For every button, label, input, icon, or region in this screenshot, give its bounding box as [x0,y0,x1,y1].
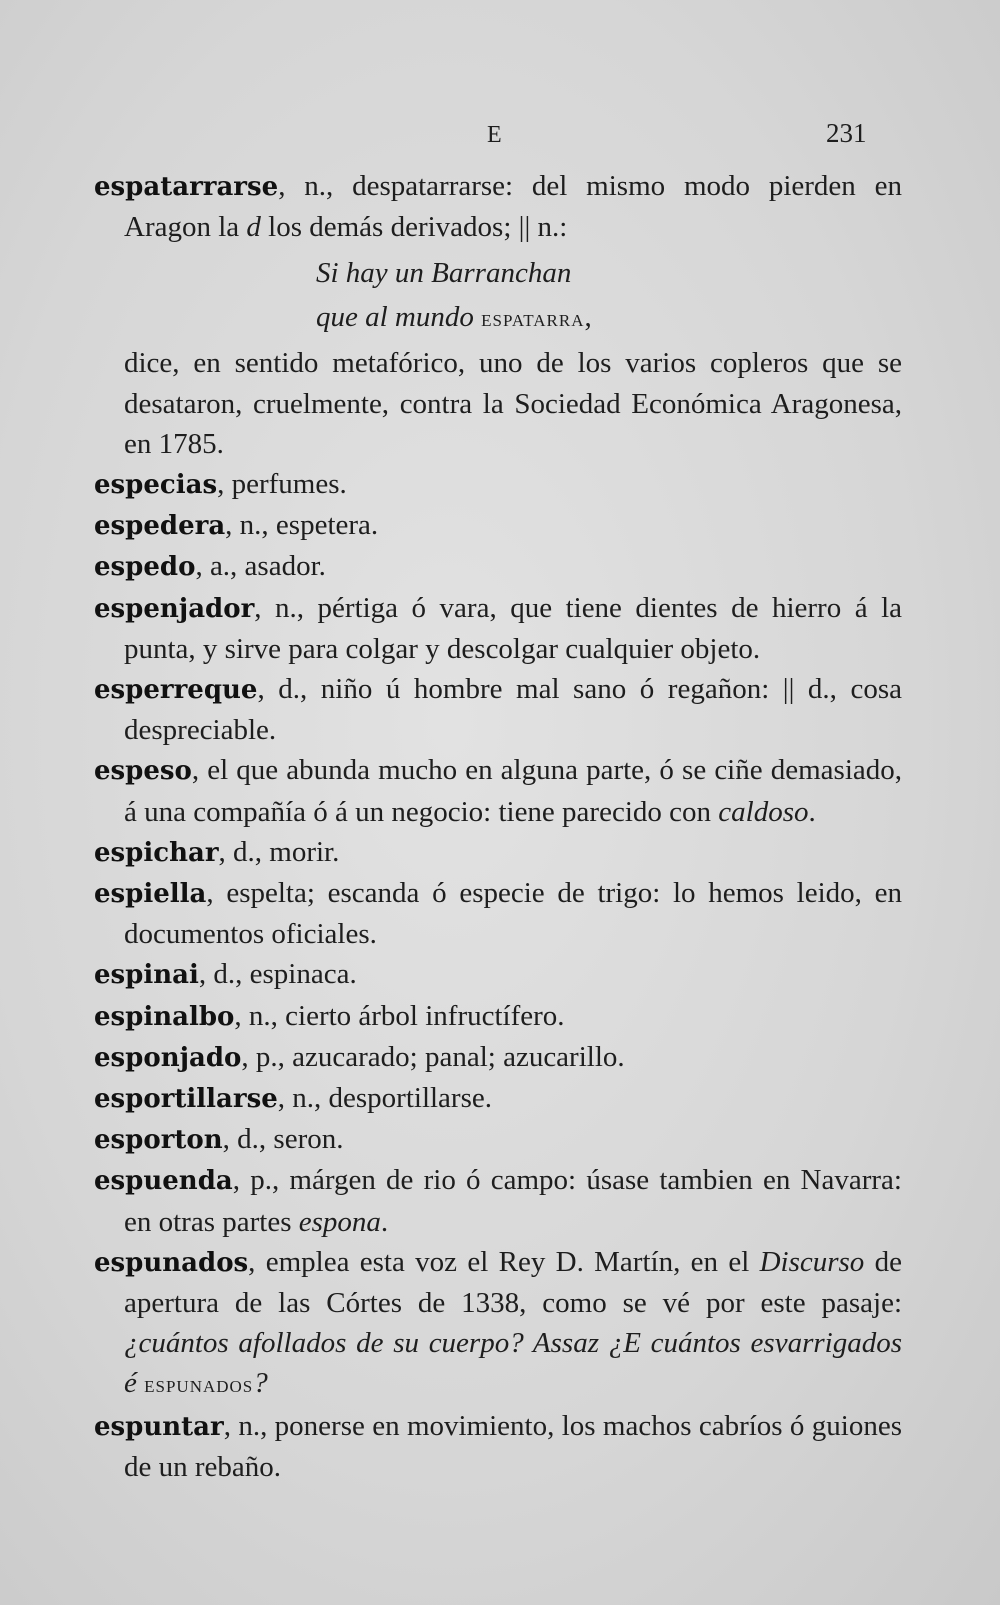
definition: , d., niño ú hombre mal sano ó regañon: || d., cosa despreciable. [124,673,902,747]
headword: espatarrarse [94,172,279,202]
quote-keyword: espunados [144,1372,254,1399]
entry-espatarrarse [94,166,902,247]
verse-line-1: Si hay un Barranchan [316,257,572,290]
headword: espiella [94,879,207,910]
definition-cont: los demás derivados; || n.: [260,211,568,244]
section-letter: E [487,122,503,148]
definition: , n., espetera. [225,509,379,542]
definition: , d., seron. [222,1123,344,1156]
italic-letter: d [246,211,261,244]
definition: , espelta; escanda ó especie de trigo: lo hemos leido, en documentos oficiales. [124,877,902,951]
entry-espinalbo [94,996,902,1037]
headword: espeso [94,756,192,787]
verse-text: que al mundo [316,301,482,334]
verse-line-2 [316,295,902,341]
italic-term: esponа [298,1205,381,1238]
entry-esportillarse [94,1078,902,1119]
definition: , emplea esta voz el Rey D. Martín, en el [248,1245,760,1278]
definition: , perfumes. [217,468,347,501]
entry-espedera [94,505,902,546]
headword: especias [94,470,218,501]
dictionary-entries [94,166,902,1487]
headword: espuenda [94,1166,233,1197]
definition: , n., desportillarse. [277,1082,492,1115]
entry-espenjador [94,588,902,669]
entry-espedo [94,546,902,587]
headword: espinalbo [94,1001,235,1032]
headword: espenjador [94,593,255,624]
definition: , n., cierto árbol infructífero. [234,999,565,1032]
entry-esponjado [94,1037,902,1078]
definition: , p., azucarado; panal; azucarillo. [241,1040,625,1073]
entry-esporton [94,1119,902,1160]
entry-espuntar [94,1406,902,1487]
entry-esperreque [94,669,902,750]
page-number: 231 [826,118,867,148]
italic-term: caldoso [718,795,809,828]
definition-cont: . [808,795,816,828]
entry-espeso [94,750,902,831]
verse-punct: , [584,301,592,334]
headword: espunados [94,1247,249,1278]
definition: , n., ponerse en movimiento, los machos cabríos ó guiones de un rebaño. [124,1409,902,1483]
definition: , d., morir. [218,835,340,868]
entry-continuation: dice, en sentido metafórico, uno de los varios copleros que se desataron, cruelmente, contra la Sociedad Económica Aragonesa, en 1785. [124,347,902,460]
entry-espichar [94,832,902,873]
headword: espedera [94,511,226,542]
headword: esperreque [94,675,258,706]
definition: , d., espinaca. [198,958,357,991]
headword: espinai [94,960,199,991]
definition-cont: de apertura de las Córtes de 1338, como se vé por este pasaje: [124,1245,902,1320]
quoted-verse [94,251,902,341]
definition: , p., márgen de rio ó campo: úsase tambien en Navarra: en otras partes [124,1164,902,1238]
definition: , el que abunda mucho en alguna parte, ó se ciñe demasiado, á una compañía ó á un negocio: tiene parecido con [124,754,902,828]
verse-keyword: espatarra [481,306,585,333]
entry-espinai [94,954,902,995]
headword: esportillarse [94,1084,278,1115]
entry-especias [94,464,902,505]
definition: , a., asador. [195,550,326,583]
italic-quote: ¿cuántos afollados de su cuerpo? Assaz ¿E cuántos esvarrigados é [124,1327,902,1400]
headword: esporton [94,1125,223,1156]
definition: , n., pértiga ó vara, que tiene dientes de hierro á la punta, y sirve para colgar y descolgar cualquier objeto. [124,591,902,665]
headword: espedo [94,552,196,583]
italic-title: Discurso [759,1245,865,1278]
entry-espunados [94,1242,902,1406]
headword: esponjado [94,1042,242,1073]
entry-espuenda [94,1160,902,1241]
page-header [0,118,1000,162]
definition: , n., despatarrarse: del mismo modo pierden en Aragon la [124,170,902,244]
headword: espuntar [94,1411,224,1442]
definition-cont: . [380,1205,389,1238]
entry-espiella [94,873,902,954]
headword: espichar [94,837,219,868]
quote-end: ? [253,1367,268,1400]
